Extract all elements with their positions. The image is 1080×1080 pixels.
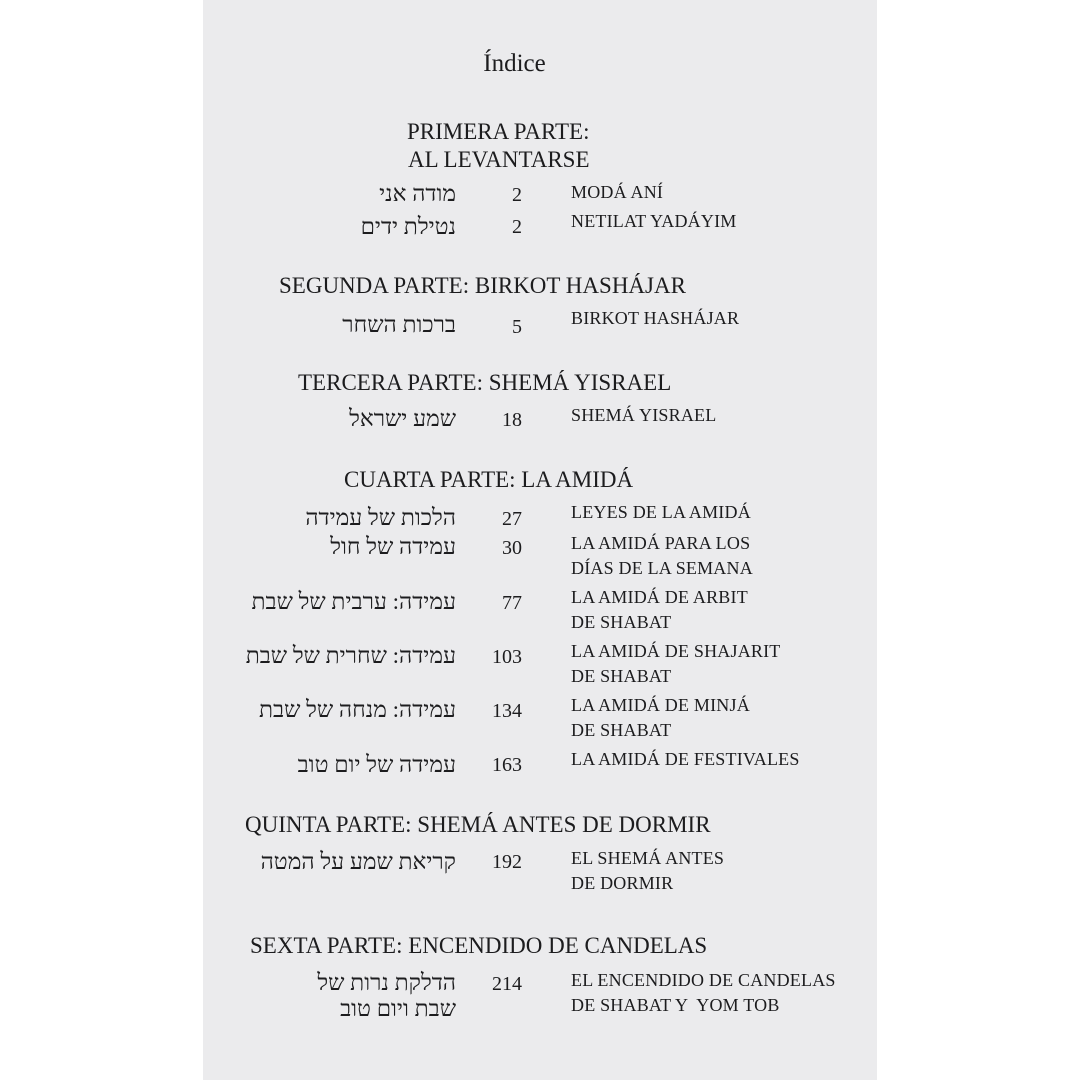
latin-title: EL SHEMÁ ANTES DE DORMIR xyxy=(571,848,725,893)
part-heading-primera xyxy=(407,118,590,174)
hebrew-title: הדלקת נרות של שבת ויום טוב xyxy=(317,970,456,1021)
part-heading-quinta xyxy=(245,811,711,839)
hebrew-title: ברכות השחר xyxy=(342,312,456,337)
hebrew-title: עמידה: מנחה של שבת xyxy=(258,697,456,722)
latin-title: MODÁ ANÍ xyxy=(571,182,664,202)
latin-title: LA AMIDÁ DE MINJÁ DE SHABAT xyxy=(571,695,750,740)
hebrew-title: עמידה: שחרית של שבת xyxy=(245,643,456,668)
page-number: 163 xyxy=(492,754,522,776)
latin-title: LA AMIDÁ DE ARBIT DE SHABAT xyxy=(571,587,748,632)
page-number: 134 xyxy=(492,700,522,722)
latin-title: LA AMIDÁ DE SHAJARIT DE SHABAT xyxy=(571,641,781,686)
hebrew-title: נטילת ידים xyxy=(360,214,456,239)
page-number: 77 xyxy=(502,592,522,614)
part-heading-cuarta xyxy=(344,466,633,494)
page-number: 2 xyxy=(512,216,522,238)
page-number: 214 xyxy=(492,973,522,995)
hebrew-title: הלכות של עמידה xyxy=(305,505,456,530)
page-title: Índice xyxy=(483,50,546,77)
part-heading-sexta xyxy=(250,932,707,960)
heading-line: PRIMERA PARTE: xyxy=(407,119,590,144)
part-heading-tercera xyxy=(298,369,671,397)
page-number: 2 xyxy=(512,184,522,206)
latin-title: LEYES DE LA AMIDÁ xyxy=(571,502,751,522)
latin-title: EL ENCENDIDO DE CANDELAS DE SHABAT Y YOM TOB xyxy=(571,970,836,1015)
latin-title: NETILAT YADÁYIM xyxy=(571,211,737,231)
latin-title: SHEMÁ YISRAEL xyxy=(571,405,717,425)
heading-line: SEGUNDA PARTE: BIRKOT HASHÁJAR xyxy=(279,273,686,298)
hebrew-title: עמידה: ערבית של שבת xyxy=(251,589,456,614)
page-number: 192 xyxy=(492,851,522,873)
heading-line: CUARTA PARTE: LA AMIDÁ xyxy=(344,467,634,492)
part-heading-segunda xyxy=(279,272,686,300)
latin-title: LA AMIDÁ DE FESTIVALES xyxy=(571,749,800,769)
latin-title: BIRKOT HASHÁJAR xyxy=(571,308,740,328)
hebrew-title: מודה אני xyxy=(379,181,456,206)
heading-line: AL LEVANTARSE xyxy=(408,147,590,172)
heading-line: SEXTA PARTE: ENCENDIDO DE CANDELAS xyxy=(250,933,708,958)
book-page xyxy=(203,0,877,1080)
heading-line: QUINTA PARTE: SHEMÁ ANTES DE DORMIR xyxy=(245,812,711,837)
latin-title: LA AMIDÁ PARA LOS DÍAS DE LA SEMANA xyxy=(571,533,753,578)
hebrew-title: שמע ישראל xyxy=(349,406,456,431)
page-number: 103 xyxy=(492,646,522,668)
page-number: 30 xyxy=(502,537,522,559)
hebrew-title: עמידה של יום טוב xyxy=(297,752,456,777)
page-number: 27 xyxy=(502,508,522,530)
page-number: 18 xyxy=(502,409,522,431)
hebrew-title: קריאת שמע על המטה xyxy=(260,849,456,874)
heading-line: TERCERA PARTE: SHEMÁ YISRAEL xyxy=(298,370,672,395)
hebrew-title: עמידה של חול xyxy=(330,534,456,559)
page-number: 5 xyxy=(512,316,522,338)
